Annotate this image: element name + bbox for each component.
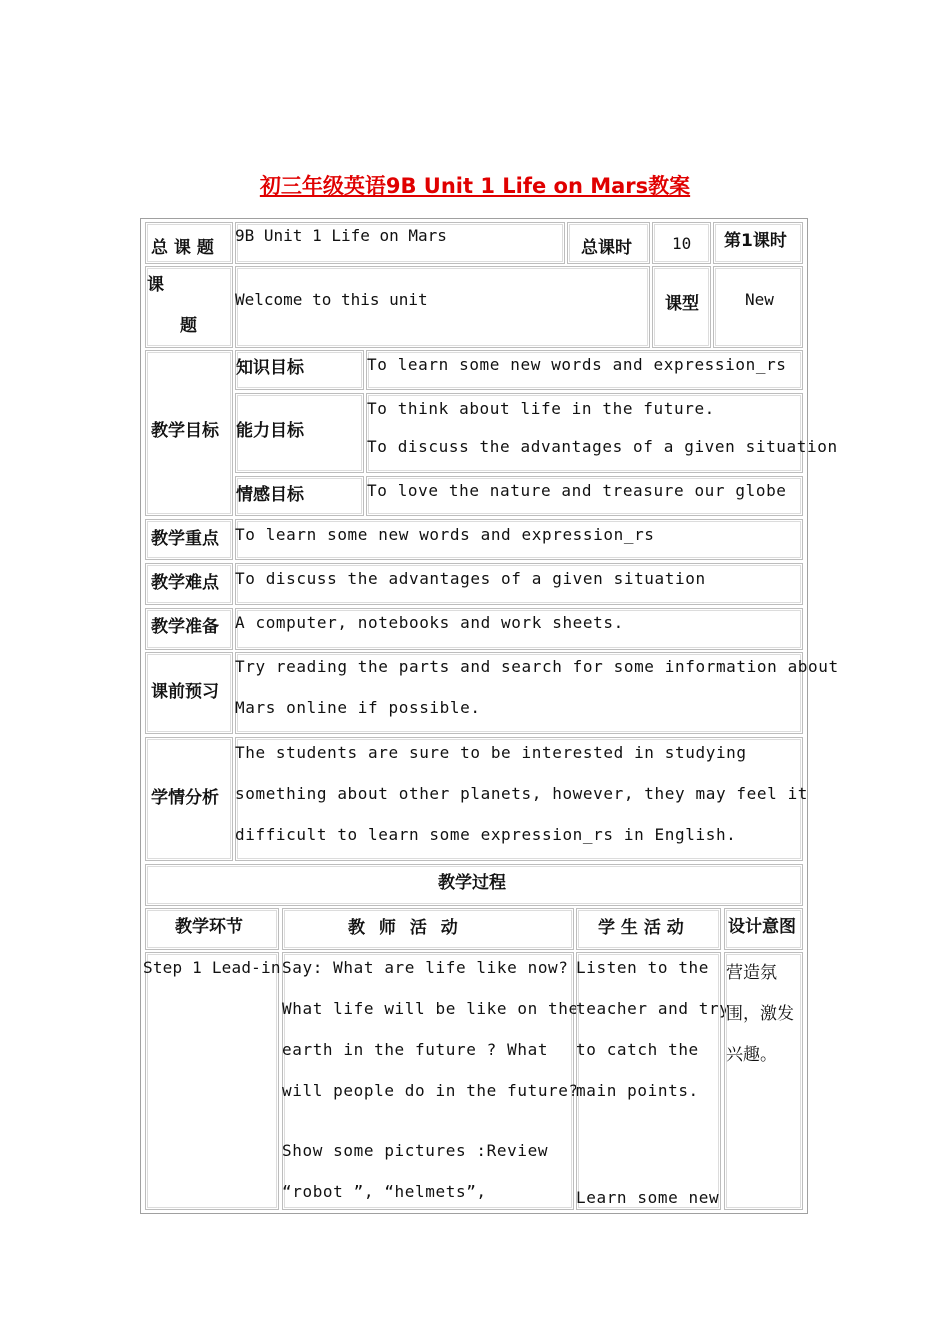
student-line: main points.: [576, 1081, 699, 1100]
total-hours-value: 10: [672, 234, 692, 253]
knowledge-value: To learn some new words and expression_rs: [367, 355, 787, 374]
objectives-label: 教学目标: [151, 421, 219, 441]
ability-value-2: To discuss the advantages of a given situation: [367, 437, 838, 456]
lesson-type-label: 课型: [665, 294, 699, 314]
lesson-type-value: New: [745, 290, 774, 309]
student-line: Learn some new: [576, 1188, 720, 1207]
difficult-points-value: To discuss the advantages of a given situation: [235, 569, 706, 588]
knowledge-label: 知识目标: [236, 358, 304, 378]
step-label: Step 1 Lead-in: [143, 958, 281, 977]
cell: [145, 952, 279, 1210]
teacher-line: Say: What are life like now?: [282, 958, 569, 977]
teacher-line: Show some pictures :Review: [282, 1141, 549, 1160]
ability-value-1: To think about life in the future.: [367, 399, 715, 418]
student-line: Listen to the: [576, 958, 710, 977]
lesson-number: 第1课时: [724, 231, 787, 251]
analysis-line1: The students are sure to be interested in studying: [235, 743, 747, 762]
ability-label: 能力目标: [236, 421, 304, 441]
preview-label: 课前预习: [151, 682, 219, 702]
lesson-value: Welcome to this unit: [235, 290, 428, 309]
preparation-label: 教学准备: [151, 617, 219, 637]
teacher-line: “robot ”, “helmets”,: [282, 1182, 487, 1201]
subject-label: 总 课 题: [151, 238, 214, 258]
analysis-line2: something about other planets, however, they may feel it: [235, 784, 809, 803]
analysis-line3: difficult to learn some expression_rs in English.: [235, 825, 737, 844]
col-stage: 教学环节: [175, 917, 243, 937]
key-points-value: To learn some new words and expression_rs: [235, 525, 655, 544]
design-line: 围，激发: [726, 1004, 794, 1024]
col-teacher: 教 师 活 动: [348, 918, 458, 938]
student-line: teacher and try: [576, 999, 730, 1018]
cell: [724, 952, 803, 1210]
preview-line1: Try reading the parts and search for some information about: [235, 657, 839, 676]
emotion-label: 情感目标: [236, 485, 304, 505]
teacher-line: earth in the future ? What: [282, 1040, 549, 1059]
teacher-line: What life will be like on the: [282, 999, 579, 1018]
key-points-label: 教学重点: [151, 529, 219, 549]
lesson-label-line1: 课: [147, 275, 164, 295]
design-line: 营造氛: [726, 963, 777, 983]
teacher-line: will people do in the future?: [282, 1081, 579, 1100]
preview-line2: Mars online if possible.: [235, 698, 481, 717]
difficult-points-label: 教学难点: [151, 573, 219, 593]
design-line: 兴趣。: [726, 1045, 777, 1065]
document-title: 初三年级英语9B Unit 1 Life on Mars教案: [259, 174, 691, 198]
subject-value: 9B Unit 1 Life on Mars: [235, 226, 447, 245]
col-design: 设计意图: [728, 917, 796, 937]
col-student: 学 生 活 动: [598, 918, 684, 938]
total-hours-label: 总课时: [581, 238, 632, 258]
preparation-value: A computer, notebooks and work sheets.: [235, 613, 624, 632]
lesson-label-line2: 题: [180, 316, 197, 336]
process-heading: 教学过程: [438, 873, 506, 893]
emotion-value: To love the nature and treasure our globe: [367, 481, 787, 500]
student-line: to catch the: [576, 1040, 699, 1059]
analysis-label: 学情分析: [151, 788, 219, 808]
